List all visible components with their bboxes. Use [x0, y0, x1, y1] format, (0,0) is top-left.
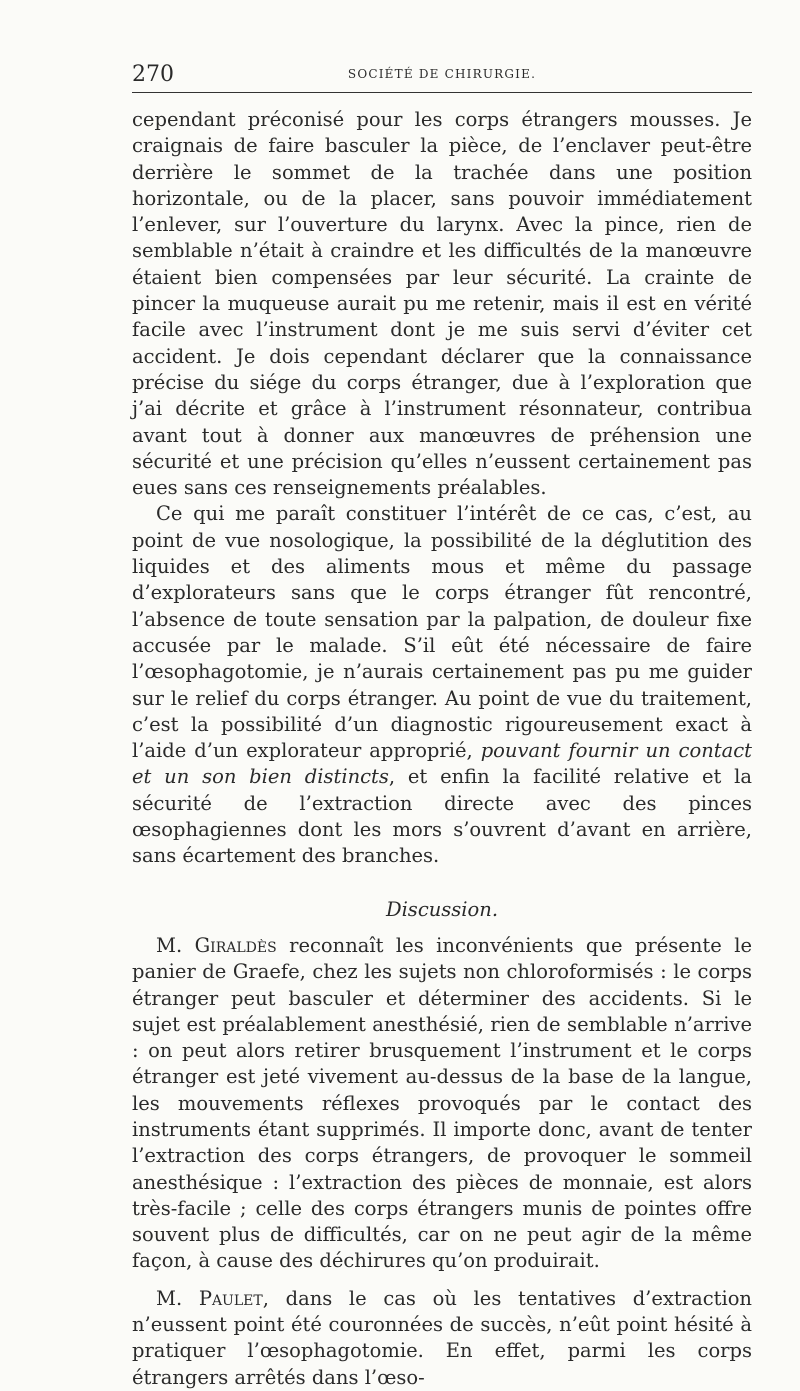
- paragraph-paulet-text: , dans le cas où les tentatives d’extraction n’eussent point été couronnées de succès, n’eût point hésité à pratiquer l’œsophagotomie. En effet, parmi les corps étrangers arrêtés dans l’œso-: [132, 1286, 752, 1389]
- paragraph-giraldes-text: reconnaît les inconvénients que présente le panier de Graefe, chez les sujets non chloroformisés : le corps étranger peut basculer et déterminer des accidents. Si le sujet est préalablement anesthésié, rien de semblable n’arrive : on peut alors retirer brusquement l’instrument et le corps étranger est jeté vivement au-dessus de la base de la langue, les mouvements réflexes provoqués par le contact des instruments étant supprimés. Il importe donc, avant de tenter l’extraction des corps étrangers, de provoquer le sommeil anesthésique : l’extraction des pièces de monnaie, est alors très-facile ; celle des corps étrangers munis de pointes offre souvent plus de difficultés, car on ne peut agir de la même façon, à cause des déchirures qu’on produirait.: [132, 933, 752, 1273]
- italic-phrase: pouvant fournir un contact et un son bien distincts: [132, 739, 752, 789]
- speaker-giraldes: M. Giraldès: [156, 933, 277, 957]
- paragraph-paulet: [132, 1286, 752, 1391]
- paragraph-interest: [132, 501, 752, 869]
- paragraph-gap: [132, 1275, 752, 1286]
- paragraph-giraldes: [132, 933, 752, 1275]
- book-page: [132, 58, 752, 1391]
- running-title: SOCIÉTÉ DE CHIRURGIE.: [347, 67, 537, 81]
- page-number: 270: [132, 62, 174, 87]
- body-text: [132, 107, 752, 1391]
- speaker-paulet: M. Paulet: [156, 1286, 263, 1310]
- paragraph-interest-text-after: , et enfin la facilité relative et la sécurité de l’extraction directe avec des pinces œsophagiennes dont les mors s’ouvrent d’avant en arrière, sans écartement des branches.: [132, 765, 752, 868]
- running-head: [132, 58, 752, 93]
- discussion-heading: Discussion.: [385, 897, 499, 921]
- paragraph-interest-text-before: Ce qui me paraît constituer l’intérêt de ce cas, c’est, au point de vue nosologique, la possibilité de la déglutition des liquides et des aliments mous et même du passage d’explorateurs sans que le corps étranger fût rencontré, l’absence de toute sensation par la palpation, de douleur fixe accusée par le malade. S’il eût été nécessaire de faire l’œsophagotomie, je n’aurais certainement pas pu me guider sur le relief du corps étranger. Au point de vue du traitement, c’est la possibilité d’un diagnostic rigoureusement exact à l’aide d’un explorateur approprié,: [132, 502, 752, 763]
- paragraph-continuation: cependant préconisé pour les corps étrangers mousses. Je craignais de faire basculer la pièce, de l’enclaver peut-être derrière le sommet de la trachée dans une position horizontale, ou de la placer, sans pouvoir immédiatement l’enlever, sur l’ouverture du larynx. Avec la pince, rien de semblable n’était à craindre et les difficultés de la manœuvre étaient bien compensées par leur sécurité. La crainte de pincer la muqueuse aurait pu me retenir, mais il est en vérité facile avec l’instrument dont je me suis servi d’éviter cet accident. Je dois cependant déclarer que la connaissance précise du siége du corps étranger, due à l’exploration que j’ai décrite et grâce à l’instrument résonnateur, contribua avant tout à donner aux manœuvres de préhension une sécurité et une précision qu’elles n’eussent certainement pas eues sans ces renseignements préalables.: [132, 108, 752, 500]
